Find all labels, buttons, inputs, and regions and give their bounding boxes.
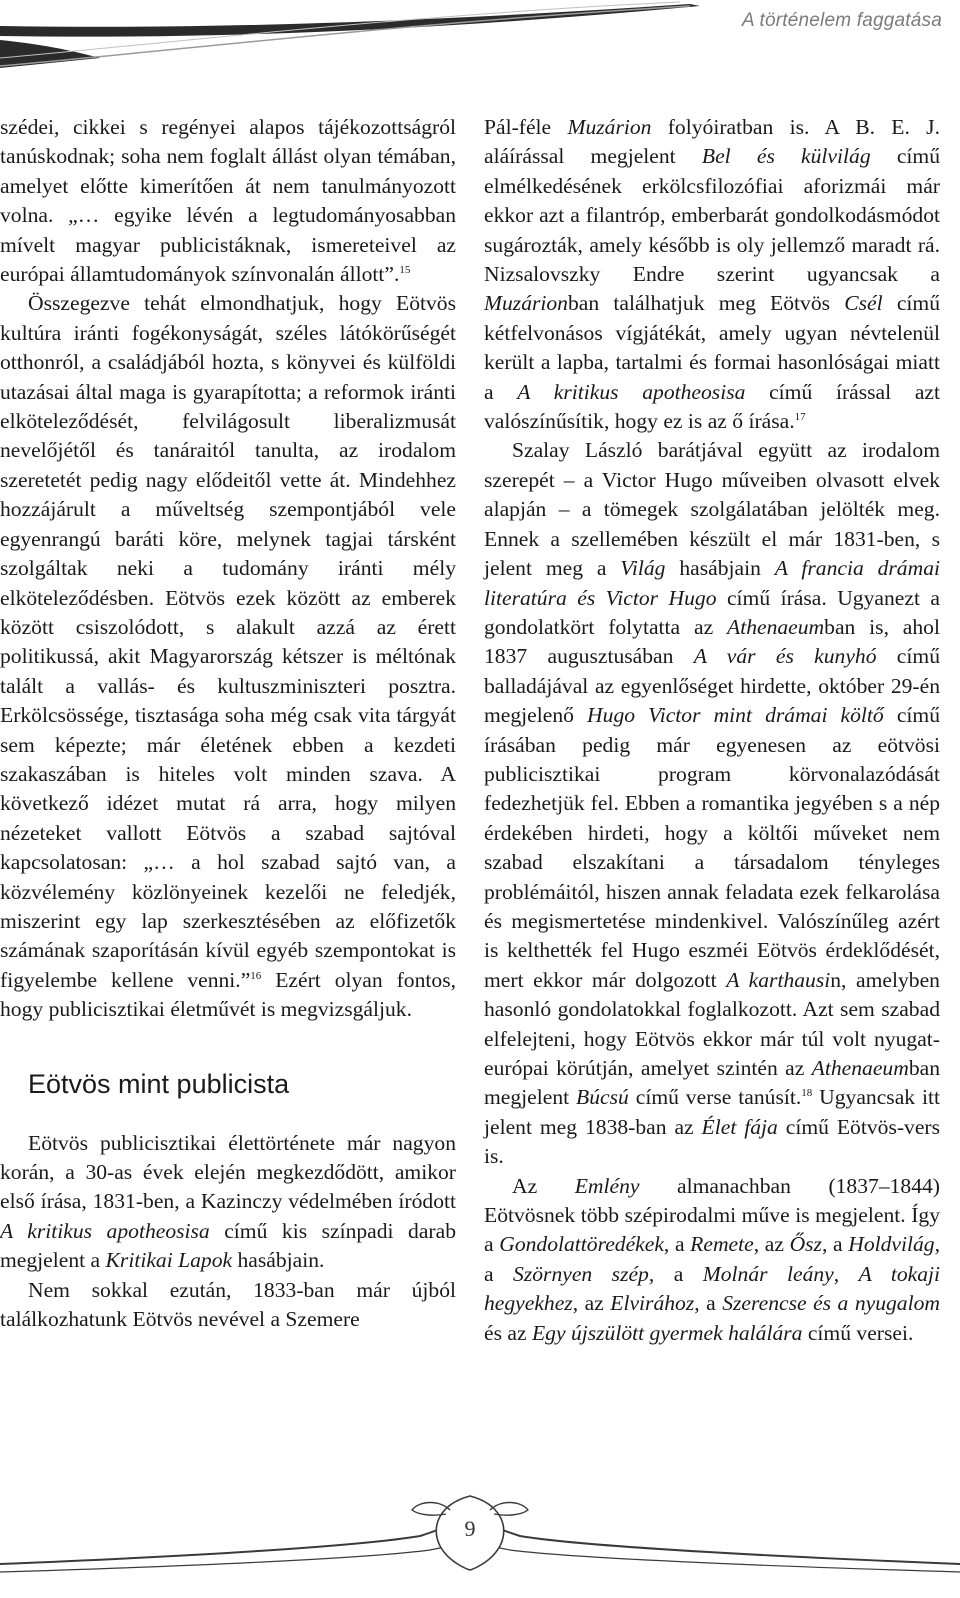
right-column [484, 113, 940, 1348]
left-paragraph-1: szédei, cikkei s regényei alapos tájékozottságról tanúskodnak; soha nem foglalt állást olyan témában, amelyet előtte kimerítően át nem tanulmányozott volna. „… egyike lévén a legtudományosabban mívelt magyar publicistáknak, ismereteivel az európai államtudományok színvonalán állott”.$^{15}$ [0, 115, 456, 287]
footnote-ref-18: 18 [801, 1087, 813, 1100]
left-paragraph-3: Eötvös publicisztikai élettörténete már nagyon korán, a 30-as évek elején megkezdődött, amikor első írása, 1831-ben, a Kazinczy védelmében íródott A kritikus apotheosisa című kis színpadi darab megjelent a Kritikai Lapok hasábjain. [0, 1130, 456, 1273]
left-column [0, 113, 456, 1334]
footnote-ref-17: 17 [794, 411, 806, 424]
page-number: 9 [464, 1516, 476, 1541]
left-paragraph-2: Összegezve tehát elmondhatjuk, hogy Eötvös kultúra iránti fogékonyságát, széles látókörűségét otthonról, a családjából hozta, s könyvei és külföldi utazásai által maga is gyarapította; a reformok iránti elköteleződését, felvilágosult liberalizmusát nevelőjétől és tanáraitól tanulta, az irodalom szeretetét pedig nagy elődeitől vette át. Mindehhez hozzájárult a műveltség szempontjából vele egyenrangú baráti köre, melynek tagjai társként szolgáltak neki a tudomány iránti mély elköteleződésben. Eötvös ezek között az emberek között csiszolódott, s alakult azzá az érett politikussá, akit Magyarország kétszer is méltónak talált a vallás- és kultuszminiszteri posztra. Erkölcsössége, tisztasága soha még csak vita tárgyát sem képezte; már életének ebben a kezdeti szakaszában is hiteles volt minden szava. A következő idézet mutat rá arra, hogy milyen nézeteket vallott Eötvös a szabad sajtóval kapcsolatosan: „… a hol szabad sajtó van, a közvélemény közlönyeinek kezelői ne feledjék, miszerint egy lap szerkesztésében az előfizetők számának szaporításán kívül egyéb szempontokat is figyelembe kellene venni.”$^{16}$ Ezért olyan fontos, hogy publicisztikai életművét is megvizsgáljuk. [0, 291, 456, 1022]
right-paragraph-3: Az Emlény almanachban (1837–1844) Eötvösnek több szépirodalmi műve is megjelent. Így a Gondolattöredékek, a Remete, az Ősz, a Holdvilág, a Szörnyen szép, a Molnár leány, A tokaji hegyekhez, az Elvirához, a Szerencse és a nyugalom és az Egy újszülött gyermek halálára című versei. [484, 1173, 941, 1345]
footnote-ref-15: 15 [399, 264, 411, 277]
running-title: A történelem faggatása [741, 10, 942, 31]
section-heading: Eötvös mint publicista [28, 1068, 290, 1099]
right-paragraph-2: Szalay László barátjával együtt az irodalom szerepét – a Victor Hugo műveiben olvasott elvek alapján – a tömegek szolgálatában jelölték meg. Ennek a szellemében készült el már 1831-ben, s jelent meg a Világ hasábjain A francia drámai literatúra és Victor Hugo című írása. Ugyanezt a gondolatkört folytatta az Athenaeumban is, ahol 1837 augusztusában A vár és kunyhó című balladájával az egyenlőséget hirdette, október 29-én megjelenő Hugo Victor mint drámai költő című írásában pedig már egyenesen az eötvösi publicisztikai program körvonalazódását fedezhetjük fel. Ebben a romantika jegyében s a nép érdekében hirdeti, hogy a költői műveket nem szabad elszakítani a társadalom tényleges problémáitól, hiszen annak feladata ezek felkarolása és megismertetése mindenkivel. Valószínűleg azért is kelthették fel Hugo eszméi Eötvös érdeklődését, mert ekkor már dolgozott A karthausin, amelyben hasonló gondolatokkal foglalkozott. Azt sem szabad elfelejteni, hogy Eötvös ekkor már túl volt nyugat-európai körútján, amelyet szintén az Athenaeumban megjelent Búcsú című verse tanúsít.$^{18}$ Ugyancsak itt jelent meg 1838-ban az Élet fája című Eötvös-vers is. [484, 438, 941, 1169]
footnote-ref-16: 16 [250, 969, 262, 982]
left-paragraph-4: Nem sokkal ezután, 1833-ban már újból találkozhatunk Eötvös nevével a Szemere [0, 1277, 456, 1332]
right-paragraph-1: Pál-féle Muzárion folyóiratban is. A B. E. J. aláírással megjelent Bel és külvilág című elmélkedésének erkölcsfilozófiai aforizmái már ekkor azt a filantróp, emberbarát gondolkodásmódot sugározták, amely később is oly jellemző maradt rá. Nizsalovszky Endre szerint ugyancsak a Muzárionban találhatjuk meg Eötvös Csél című kétfelvonásos vígjátékát, amely ugyan névtelenül került a lapba, tartalmi és formai hasonlóságai miatt a A kritikus apotheosisa című írással azt valószínűsítik, hogy ez is az ő írása.$^{17}$ [484, 115, 941, 434]
